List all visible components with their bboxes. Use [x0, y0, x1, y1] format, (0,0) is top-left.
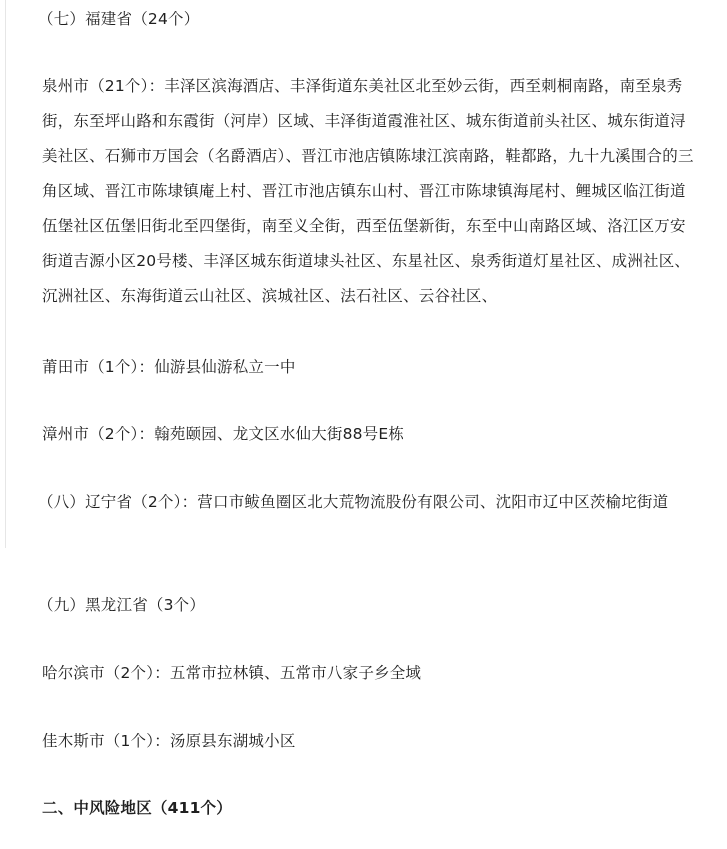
jiamusi-paragraph: 佳木斯市（1个）：汤原县东湖城小区: [42, 732, 296, 750]
harbin-paragraph: 哈尔滨市（2个）：五常市拉林镇、五常市八家子乡全域: [42, 664, 422, 682]
province-heading-fujian: （七）福建省（24个）: [38, 10, 200, 28]
province-heading-liaoning: （八）辽宁省（2个）：营口市鲅鱼圈区北大荒物流股份有限公司、沈阳市辽中区茨榆坨街道: [38, 493, 669, 511]
section-heading-medium-risk: 二、中风险地区（411个）: [42, 799, 232, 817]
province-heading-heilongjiang: （九）黑龙江省（3个）: [38, 596, 206, 614]
left-border-line: [5, 0, 6, 548]
putian-paragraph: 莆田市（1个）：仙游县仙游私立一中: [42, 358, 296, 376]
quanzhou-paragraph: 泉州市（21个）：丰泽区滨海酒店、丰泽街道东美社区北至妙云街，西至刺桐南路，南至泉秀街，东至坪山路和东霞街（河岸）区域、丰泽街道霞淮社区、城东街道前头社区、城东街道浔美社区、石狮市万国会（名爵酒店）、晋江市池店镇陈埭江滨南路，鞋都路，九十九溪围合的三角区域、晋江市陈埭镇庵上村、晋江市池店镇东山村、晋江市陈埭镇海尾村、鲤城区临江街道伍堡社区伍堡旧街北至四堡街，南至义全街，西至伍堡新街，东至中山南路区域、洛江区万安街道吉源小区20号楼、丰泽区城东街道埭头社区、东星社区、泉秀街道灯星社区、成洲社区、沉洲社区、东海街道云山社区、滨城社区、法石社区、云谷社区、: [42, 77, 694, 305]
zhangzhou-paragraph: 漳州市（2个）：翰苑颐园、龙文区水仙大街88号E栋: [42, 425, 405, 443]
